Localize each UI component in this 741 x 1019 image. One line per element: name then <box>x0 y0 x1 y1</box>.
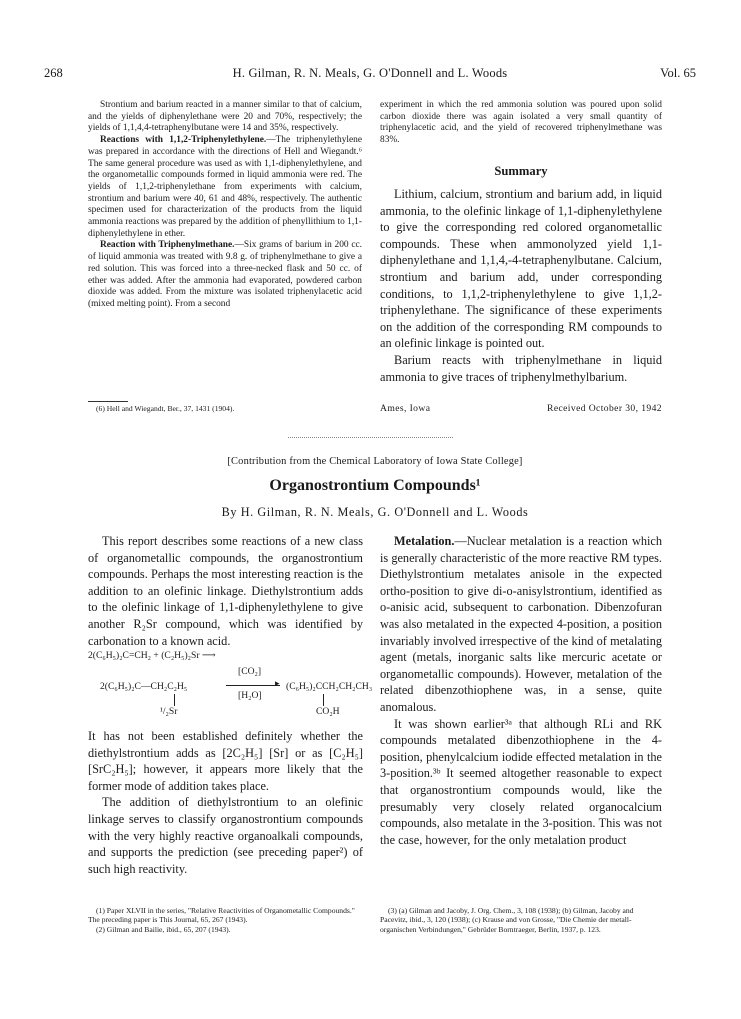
running-header <box>44 66 696 84</box>
paragraph: Metalation.—Nuclear metalation is a reaction which is generally characteristic of the more reactive RM types. Diethylstrontium metalates anisole in the expected ortho-position to give di-o-anisylstrontium, identified as o-anisic acid, subsequent to carbonation. Dibenzofuran was also metalated in the expected 4-position, a position invariably involved irrespective of the kind of metalating agent (metals, inorganic salts like mercuric acetate or organometallic compounds). However, metalation of the related dibenzothiophene was, in a sense, quite anomalous. <box>380 534 662 714</box>
article-title: Organostrontium Compounds¹ <box>269 477 481 494</box>
footnote-1: (1) Paper XLVII in the series, "Relative Reactivities of Organometallic Compounds." The preceding paper is This Journal, 65, 267 (1943). <box>88 906 355 925</box>
page-number: 268 <box>44 66 63 80</box>
reagent-top: [CO₂] <box>238 666 262 677</box>
bottom-left-column-top <box>88 533 363 649</box>
equation-line-1: 2(C₆H₅)₂C=CH₂ + (C₂H₅)₂Sr ⟶ <box>88 650 216 661</box>
place: Ames, Iowa <box>380 403 431 414</box>
equation-sub-left: ¹/₂Sr <box>160 706 178 717</box>
contribution-line: [Contribution from the Chemical Laboratory of Iowa State College] <box>227 456 523 467</box>
paragraph: experiment in which the red ammonia solution was poured upon solid carbon dioxide there was again isolated a very small quantity of triphenylacetic acid, and the yield of recovered triphenylmethane was 83%. <box>380 100 662 146</box>
section-divider <box>288 437 453 438</box>
bottom-right-column <box>380 533 662 848</box>
paragraph: Reactions with 1,1,2-Triphenylethylene.—The triphenylethylene was prepared in accordance with the directions of Hell and Wiegandt.⁶ The same general procedure was used as with 1,1-diphenylethylene, and the organometallic compounds formed in liquid ammonia were red. The yields of 1,1,2-triphenylethane from experiments with calcium, strontium and barium were 40, 61 and 48%, respectively. The authentic specimen used for characterization of the products from the liquid ammonia reactions was prepared by the addition of phenyllithium to 1,1-diphenylethylene in ether. <box>88 135 362 239</box>
footnotes-right <box>380 906 662 934</box>
paragraph: This report describes some reactions of a new class of organometallic compounds, the organostrontium compounds. Perhaps the most interesting reaction is the addition to an olefinic linkage. Diethylstrontium adds to the olefinic linkage of 1,1-diphenylethylene to give another R₂Sr compound, which was identified by carbonation to a known acid. <box>88 534 363 648</box>
footnote-6: (6) Hell and Wiegandt, Ber., 37, 1431 (1904). <box>96 404 235 413</box>
bond-line <box>174 694 175 706</box>
paragraph: The addition of diethylstrontium to an olefinic linkage serves to classify organostrontium compounds with the very highly reactive organoalkali compounds, and supports the prediction (see preceding paper²) of such high reactivity. <box>88 795 363 876</box>
volume-label: Vol. 65 <box>660 66 696 80</box>
run-in-heading: Reaction with Triphenylmethane. <box>100 240 235 251</box>
footnote-rule <box>88 401 128 402</box>
paragraph: Lithium, calcium, strontium and barium add, in liquid ammonia, to the olefinic linkage of 1,1-diphenylethylene to give the corresponding red colored organometallic compounds. These when ammonolyzed yield 1,1-diphenylethane and 1,1,4,-4-tetraphenylbutane. Calcium, strontium and barium add, under corresponding conditions, to 1,1,2-triphenylethylene to give 1,1,2-triphenylethane. The significance of these experiments on the addition of the corresponding RM compounds to an olefinic linkage is pointed out. <box>380 187 662 351</box>
arrowhead-icon: ▸ <box>275 678 280 688</box>
reaction-equation <box>88 650 373 720</box>
equation-line-2-right: (C₆H₅)₂CCH₂CH₂CH₃ <box>286 681 373 692</box>
header-authors: H. Gilman, R. N. Meals, G. O'Donnell and L. Woods <box>232 66 508 80</box>
run-in-heading: Reactions with 1,1,2-Triphenylethylene. <box>100 135 267 146</box>
paragraph: It was shown earlier³ᵃ that although RLi and RK compounds metalated dibenzothiophene in the 4-position, phenylcalcium iodide effected metalation in the 3-position.³ᵇ It seemed altogether reasonable to expect that organostrontium compounds would, like the presumably very closely related organocalcium compounds, also metalate in the 3-position. This was not the case, however, for the only metalation product <box>380 716 662 847</box>
bottom-left-column-bottom <box>88 728 363 877</box>
reaction-arrow <box>226 685 280 686</box>
top-right-column <box>380 100 662 147</box>
top-left-column <box>88 100 362 311</box>
paragraph: Reaction with Triphenylmethane.—Six grams of barium in 200 cc. of liquid ammonia was treated with 9.8 g. of triphenylmethane to give a red solution. This was forced into a three-necked flask and 50 cc. of ether was added. After the ammonia had evaporated, powdered carbon dioxide was added. From the mixture was isolated triphenylacetic acid (mixed melting point). From a second <box>88 240 362 309</box>
summary-text <box>380 186 662 385</box>
paragraph: Barium reacts with triphenylmethane in liquid ammonia to give traces of triphenylmethylbarium. <box>380 352 662 384</box>
byline: By H. Gilman, R. N. Meals, G. O'Donnell and L. Woods <box>221 505 529 519</box>
footnote-2: (2) Gilman and Bailie, ibid., 65, 207 (1943). <box>96 924 231 934</box>
received-date: Received October 30, 1942 <box>547 403 662 414</box>
summary-heading: Summary <box>494 164 548 178</box>
paragraph: Strontium and barium reacted in a manner similar to that of calcium, and the yields of diphenylethane were 20 and 70%, respectively; the yields of 1,1,4,4-tetraphenylbutane were 14 and 35%, respectively. <box>88 100 362 134</box>
bond-line <box>323 694 324 706</box>
footnotes-left <box>88 906 363 934</box>
equation-line-2-left: 2(C₆H₅)₂C—CH₂C₂H₅ <box>100 681 188 692</box>
run-in-heading: Metalation. <box>394 534 455 548</box>
equation-sub-right: CO₂H <box>316 706 340 717</box>
reagent-bottom: [H₂O] <box>238 690 262 701</box>
footnote-3: (3) (a) Gilman and Jacoby, J. Org. Chem., 3, 108 (1938); (b) Gilman, Jacoby and Pacevitz, ibid., 3, 120 (1938); (c) Krause and von Grosse, "Die Chemie der metall-organischen Verbindungen," Gebrüder Borntraeger, Berlin, 1937, p. 123. <box>380 906 634 934</box>
paragraph: It has not been established definitely whether the diethylstrontium adds as [2C₂H₅] [Sr] or as [C₂H₅] [SrC₂H₅]; however, it appears more likely that the former mode of addition takes place. <box>88 729 363 793</box>
